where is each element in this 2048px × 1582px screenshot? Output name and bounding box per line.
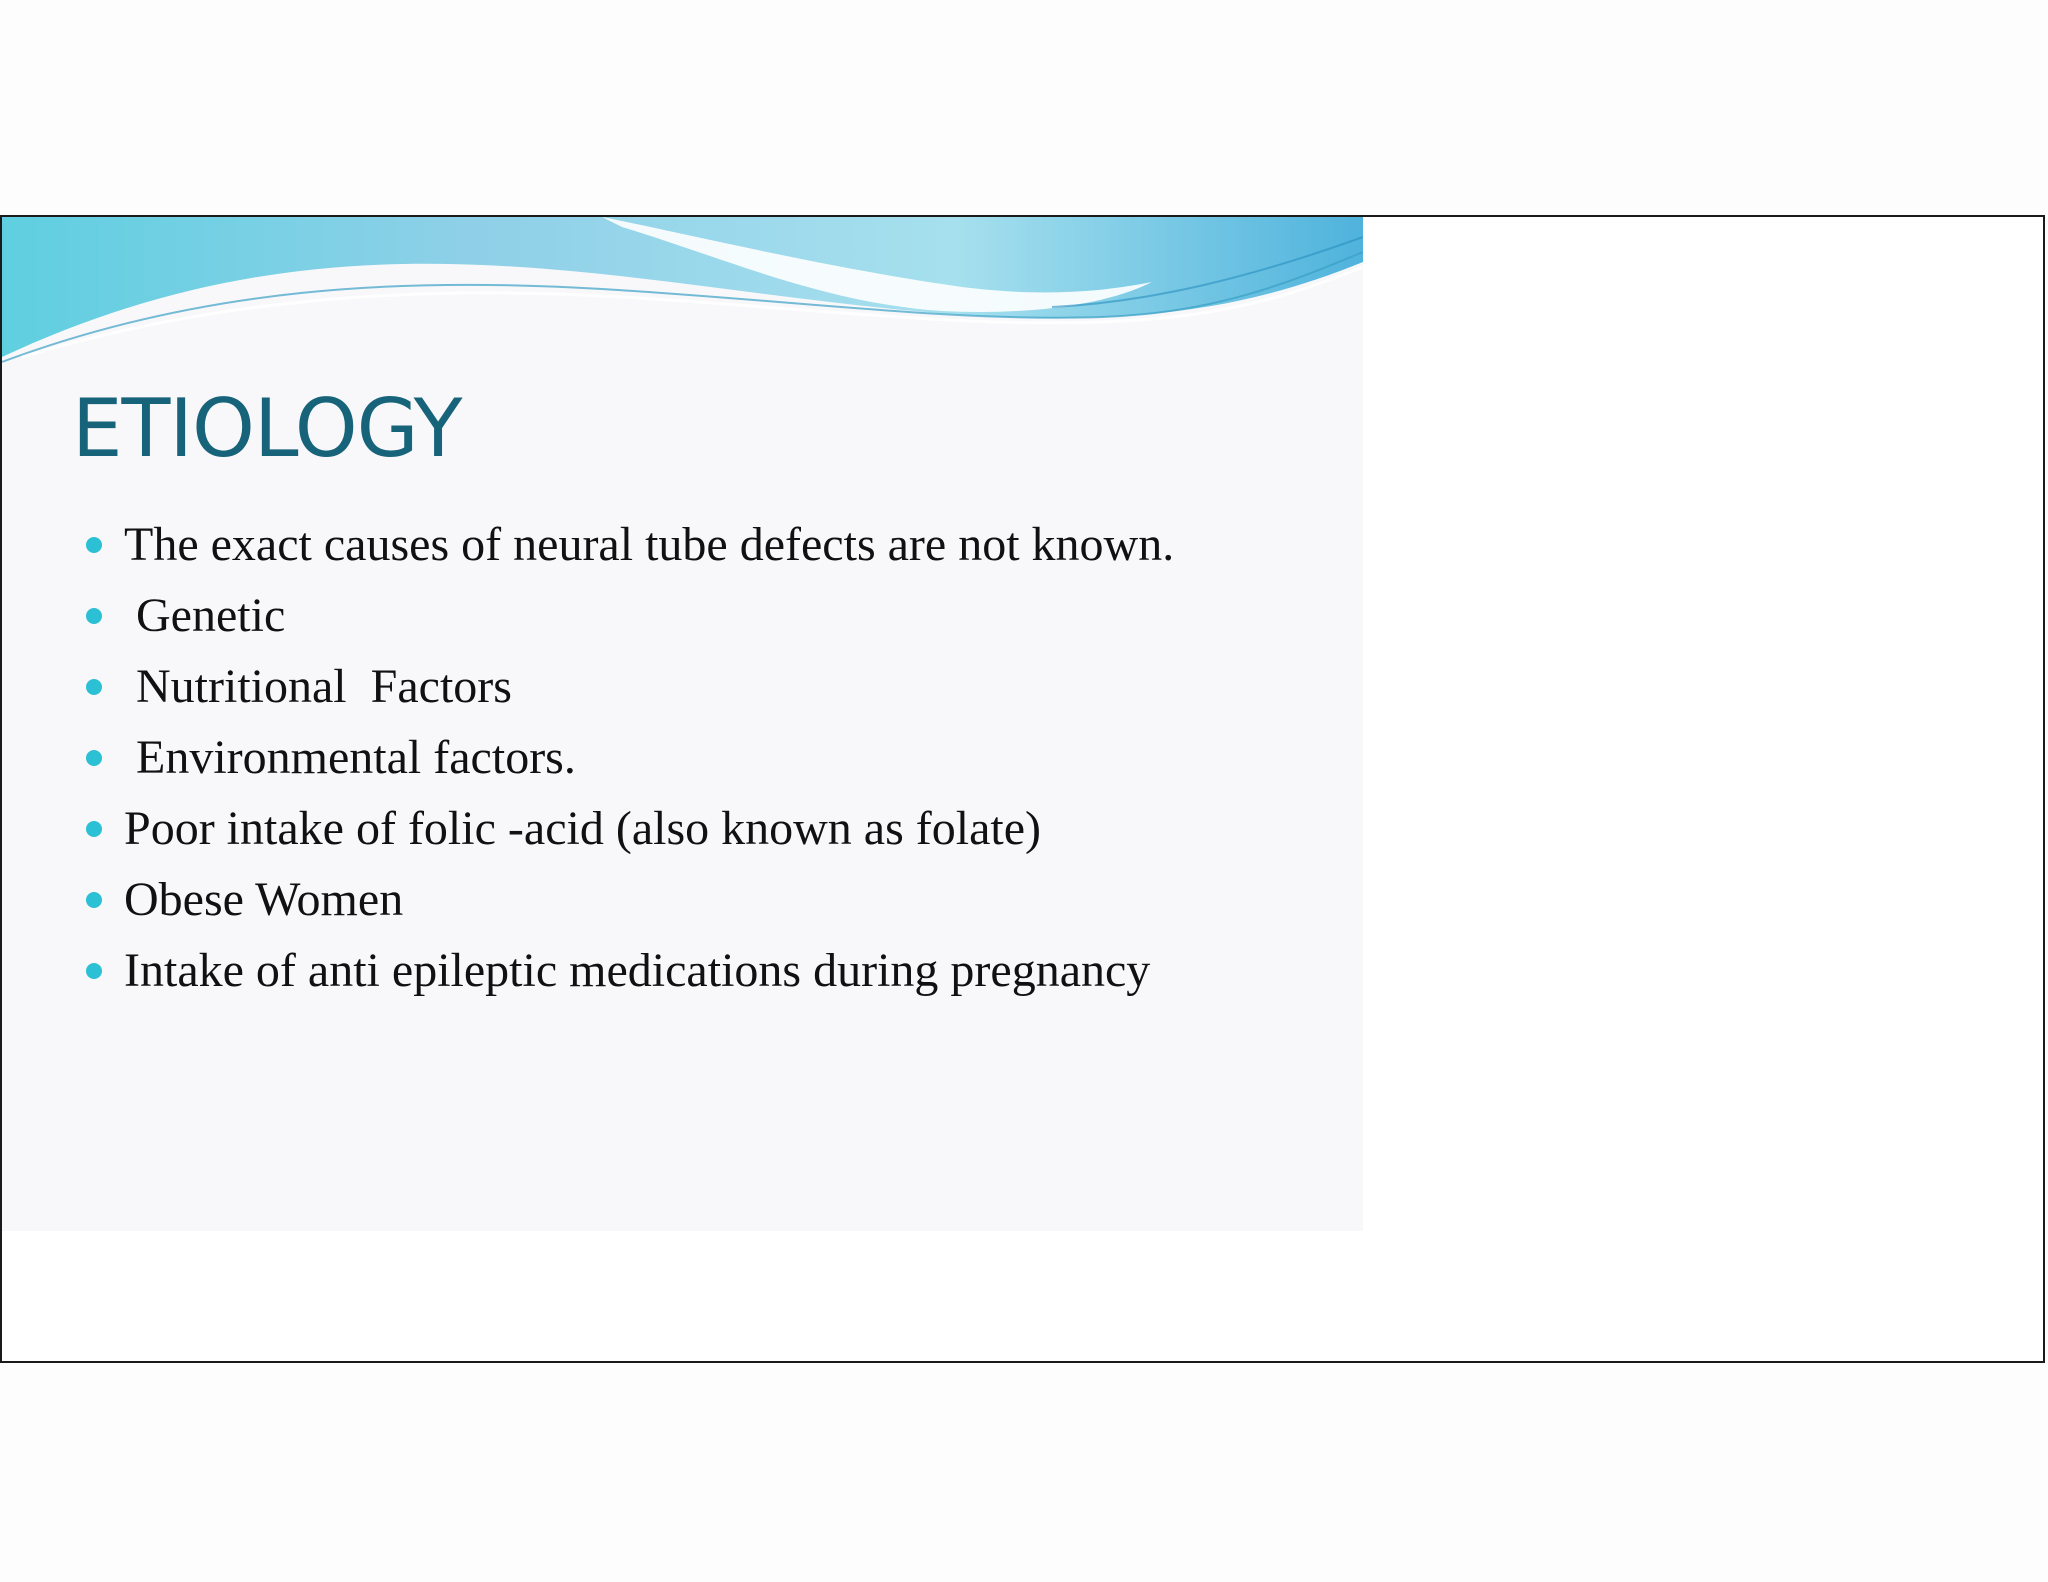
wave-header-decoration <box>2 217 1363 367</box>
bullet-text: Nutritional Factors <box>124 659 512 713</box>
list-item <box>86 793 1174 864</box>
list-item <box>86 509 1174 580</box>
bullet-text: Obese Women <box>124 872 404 926</box>
list-item <box>86 864 1174 935</box>
bullet-dot-icon <box>86 892 102 908</box>
bullet-dot-icon <box>86 537 102 553</box>
bullet-dot-icon <box>86 750 102 766</box>
list-item <box>86 580 1174 651</box>
list-item <box>86 651 1174 722</box>
bullet-text: Genetic <box>124 588 286 642</box>
bullet-dot-icon <box>86 821 102 837</box>
bullet-dot-icon <box>86 608 102 624</box>
bullet-dot-icon <box>86 963 102 979</box>
slide-title: ETIOLOGY <box>72 382 462 475</box>
bullet-list <box>86 509 1174 1006</box>
slide-content <box>2 217 1363 1231</box>
bullet-text: Environmental factors. <box>124 730 576 784</box>
bullet-text: Poor intake of folic -acid (also known as folate) <box>124 801 1042 855</box>
slide-frame <box>0 215 2045 1363</box>
list-item <box>86 722 1174 793</box>
bullet-text: Intake of anti epileptic medications during pregnancy <box>124 943 1151 997</box>
list-item <box>86 935 1174 1006</box>
bullet-dot-icon <box>86 679 102 695</box>
bullet-text: The exact causes of neural tube defects are not known. <box>124 517 1175 571</box>
